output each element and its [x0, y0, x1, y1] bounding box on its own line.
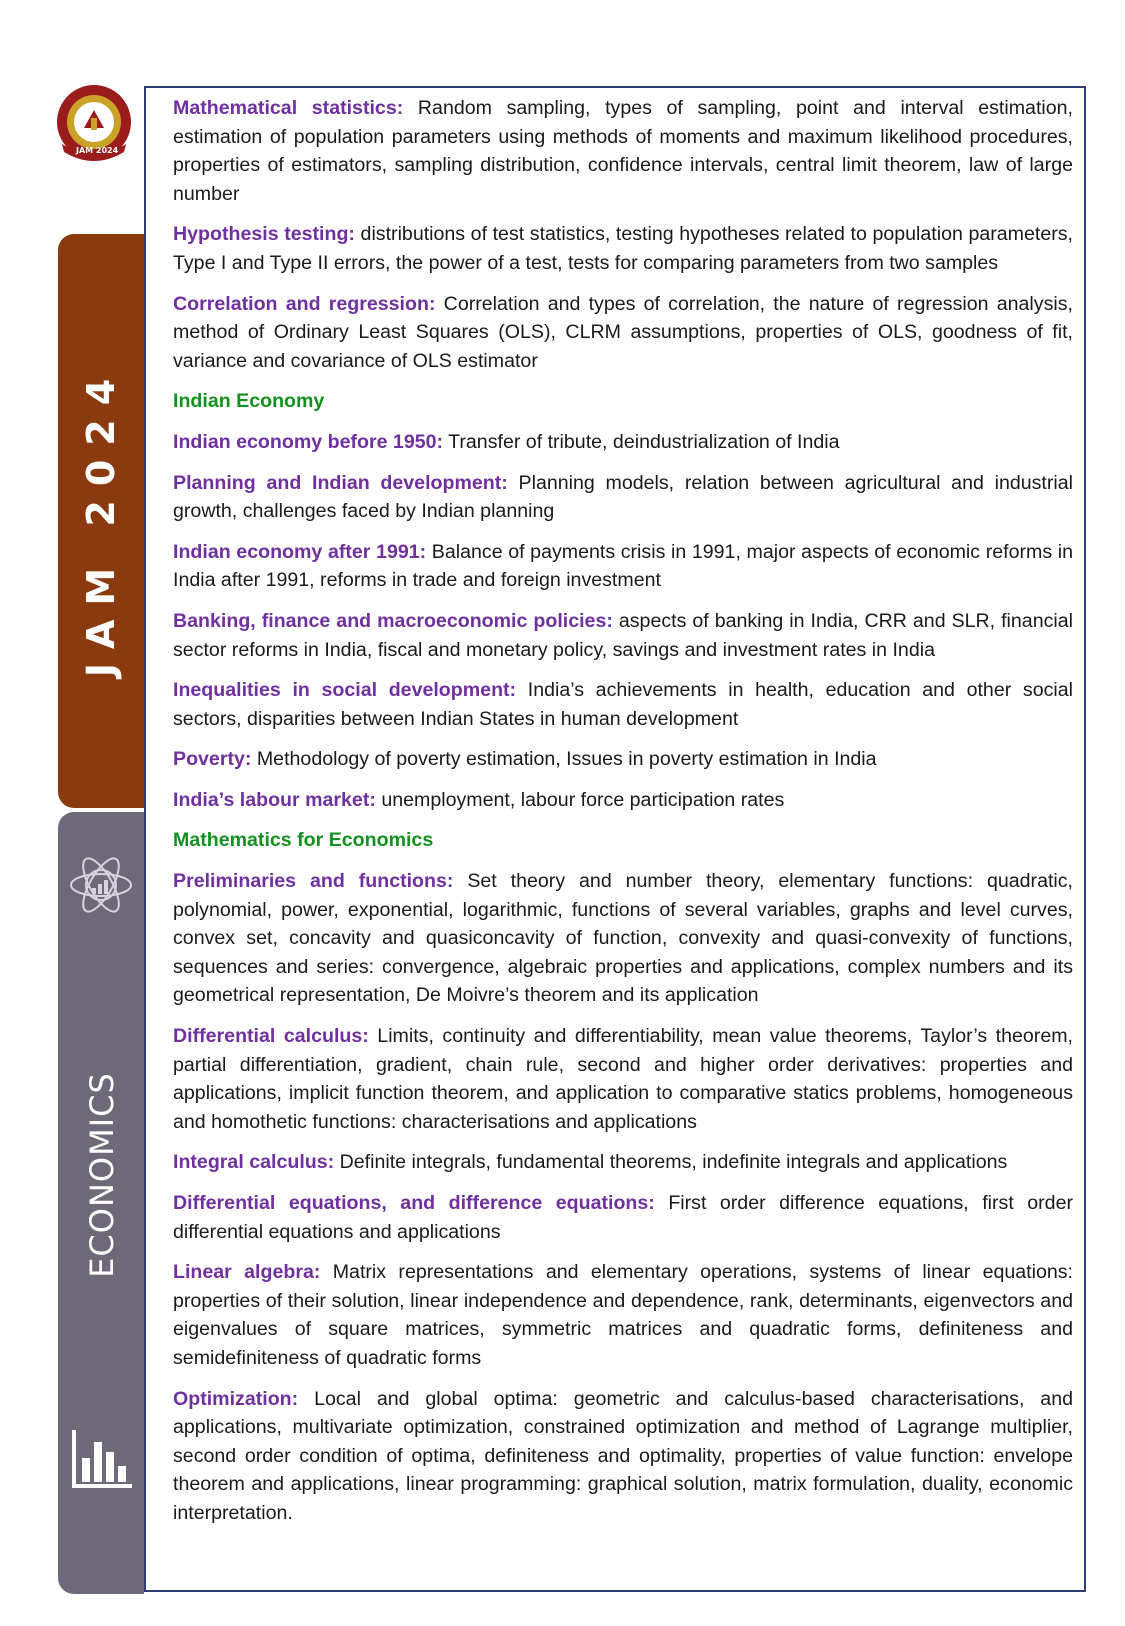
topic-text: Limits, continuity and differentiability, mean value theorems, Taylor’s theorem, partial differentiation, gradient, chain rule, second and higher order derivatives: properties and applications, implicit function theorem, and application to comparative statics problems, homogeneous and homothetic functions: characterisations and applications	[173, 1025, 1073, 1133]
topic-term: India’s labour market:	[173, 788, 376, 811]
topic-text: India’s achievements in health, education and other social sectors, disparities between Indian States in human development	[173, 679, 1073, 730]
topic-term: Banking, finance and macroeconomic policies:	[173, 609, 613, 632]
jam-logo	[54, 82, 134, 172]
topic-text: Local and global optima: geometric and calculus-based characterisations, and applications, multivariate optimization, constrained optimization and method of Lagrange multiplier, second order condition of optima, definiteness and optimality, properties of value function: envelope theorem and applications, linear programming: graphical solution, matrix formulation, duality, economic interpretation.	[173, 1387, 1073, 1524]
topic-term: Differential calculus:	[173, 1025, 369, 1048]
topic-paragraph	[173, 786, 1073, 815]
topic-term: Differential equations, and difference equations:	[173, 1192, 655, 1214]
topic-text: Transfer of tribute, deindustrialization of India	[448, 430, 840, 453]
topic-term: Indian economy after 1991:	[173, 540, 427, 563]
topic-paragraph	[173, 867, 1073, 1010]
topic-paragraph	[173, 745, 1073, 774]
bar-chart-icon	[70, 1428, 134, 1490]
topic-text: Set theory and number theory, elementary functions: quadratic, polynomial, power, exponential, logarithmic, functions of several variables, graphs and level curves, convex set, concavity and quasiconcavity of function, convexity and quasi-convexity of functions, sequences and series: convergence, algebraic properties and applications, complex numbers and its geometrical representation, De Moivre’s theorem and its application	[173, 870, 1073, 1007]
topic-term: Mathematical statistics:	[173, 97, 404, 119]
jam-logo-emblem	[54, 82, 134, 172]
topic-term: Hypothesis testing:	[173, 223, 355, 246]
topic-text: Correlation and types of correlation, the nature of regression analysis, method of Ordinary Least Squares (OLS), CLRM assumptions, properties of OLS, goodness of fit, variance and covariance of OLS estimator	[173, 292, 1073, 372]
topic-text: First order difference equations, first order differential equations and applications	[173, 1192, 1073, 1243]
section-heading: Indian Economy	[173, 390, 325, 413]
topic-term: Planning and Indian development:	[173, 471, 508, 494]
vertical-title-economics: ECONOMICS	[83, 1072, 121, 1278]
topic-paragraph	[173, 94, 1073, 208]
topic-text: Definite integrals, fundamental theorems, indefinite integrals and applications	[339, 1151, 1008, 1174]
topic-paragraph	[173, 1385, 1073, 1528]
topic-term: Linear algebra:	[173, 1261, 321, 1284]
topic-paragraph	[173, 676, 1073, 733]
topic-term: Optimization:	[173, 1387, 299, 1410]
topic-paragraph	[173, 428, 1073, 457]
topic-paragraph	[173, 1189, 1073, 1246]
vertical-title-jam: JAM 2024	[79, 364, 123, 678]
topic-paragraph	[173, 1148, 1073, 1177]
topic-paragraph	[173, 1022, 1073, 1136]
topic-term: Indian economy before 1950:	[173, 430, 444, 453]
syllabus-content	[173, 94, 1073, 1540]
topic-paragraph	[173, 290, 1073, 376]
section-heading: Mathematics for Economics	[173, 829, 434, 852]
topic-paragraph	[173, 538, 1073, 595]
topic-text: Methodology of poverty estimation, Issues in poverty estimation in India	[256, 748, 877, 771]
topic-term: Correlation and regression:	[173, 292, 436, 315]
topic-term: Integral calculus:	[173, 1151, 335, 1174]
topic-text: distributions of test statistics, testing hypotheses related to population parameters, Type I and Type II errors, the power of a test, tests for comparing parameters from two samples	[173, 223, 1074, 274]
topic-text: aspects of banking in India, CRR and SLR, financial sector reforms in India, fiscal and monetary policy, savings and investment rates in India	[173, 609, 1074, 661]
topic-text: Matrix representations and elementary operations, systems of linear equations: properties of their solution, linear independence and dependence, rank, determinants, eigenvectors and eigenvalues of square matrices, symmetric matrices and quadratic forms, definiteness and semidefiniteness of quadratic forms	[173, 1261, 1074, 1369]
topic-term: Inequalities in social development:	[173, 679, 517, 702]
topic-paragraph	[173, 1258, 1073, 1372]
topic-text: Balance of payments crisis in 1991, major aspects of economic reforms in India after 1991, reforms in trade and foreign investment	[173, 540, 1073, 592]
topic-term: Preliminaries and functions:	[173, 870, 454, 893]
topic-paragraph	[173, 607, 1073, 664]
logo-year-label: JAM 2024	[76, 146, 119, 155]
topic-paragraph	[173, 220, 1073, 277]
topic-text: unemployment, labour force participation rates	[381, 788, 785, 811]
topic-term: Poverty:	[173, 748, 252, 771]
topic-text: Random sampling, types of sampling, point and interval estimation, estimation of population parameters using methods of moments and maximum likelihood procedures, properties of estimators, sampling distribution, confidence intervals, central limit theorem, law of large number	[173, 97, 1073, 205]
globe-chart-icon	[66, 850, 136, 920]
topic-text: Planning models, relation between agricultural and industrial growth, challenges faced by Indian planning	[173, 471, 1074, 523]
topic-paragraph	[173, 469, 1073, 526]
